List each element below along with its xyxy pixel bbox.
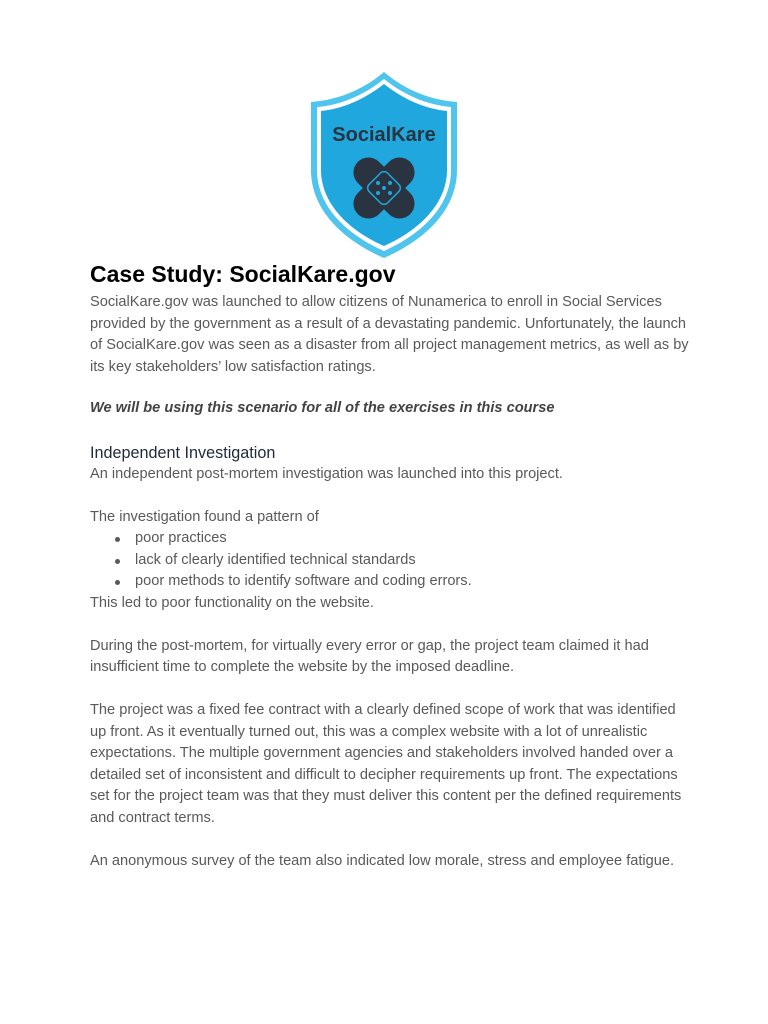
- emphasis-note: We will be using this scenario for all of the exercises in this course: [90, 400, 555, 416]
- logo-text: SocialKare: [332, 124, 436, 146]
- shield-icon: [305, 70, 463, 260]
- list-item: poor methods to identify software and coding errors.: [135, 571, 690, 593]
- list-item: lack of clearly identified technical standards: [135, 550, 690, 572]
- section-heading: Independent Investigation: [90, 443, 276, 462]
- findings-lead: The investigation found a pattern of: [90, 508, 319, 525]
- list-item: poor practices: [135, 528, 690, 550]
- investigation-paragraph: An independent post-mortem investigation was launched into this project.: [90, 465, 563, 482]
- postmortem-paragraph: During the post-mortem, for virtually every error or gap, the project team claimed it had insufficient time to complete the website by the imposed deadline.: [90, 637, 649, 675]
- socialkare-logo: [305, 70, 463, 260]
- findings-list: [90, 528, 690, 593]
- intro-paragraph: SocialKare.gov was launched to allow citizens of Nunamerica to enroll in Social Services provided by the government as a result of a devastating pandemic. Unfortunately, the launch of SocialKare.gov was seen as a disaster from all project management metrics, as well as by its key stakeholders’ low satisfaction ratings.: [90, 294, 689, 375]
- findings-conclusion: This led to poor functionality on the website.: [90, 594, 374, 611]
- document-body: [90, 259, 690, 872]
- page-title: Case Study: SocialKare.gov: [90, 261, 396, 287]
- contract-paragraph: The project was a fixed fee contract with a clearly defined scope of work that was identified up front. As it eventually turned out, this was a complex website with a lot of unrealistic expectations. The multiple government agencies and stakeholders involved handed over a detailed set of inconsistent and difficult to decipher requirements up front. The expectations set for the project team was that they must deliver this content per the defined requirements and contract terms.: [90, 702, 682, 826]
- survey-paragraph: An anonymous survey of the team also indicated low morale, stress and employee fatigue.: [90, 852, 675, 869]
